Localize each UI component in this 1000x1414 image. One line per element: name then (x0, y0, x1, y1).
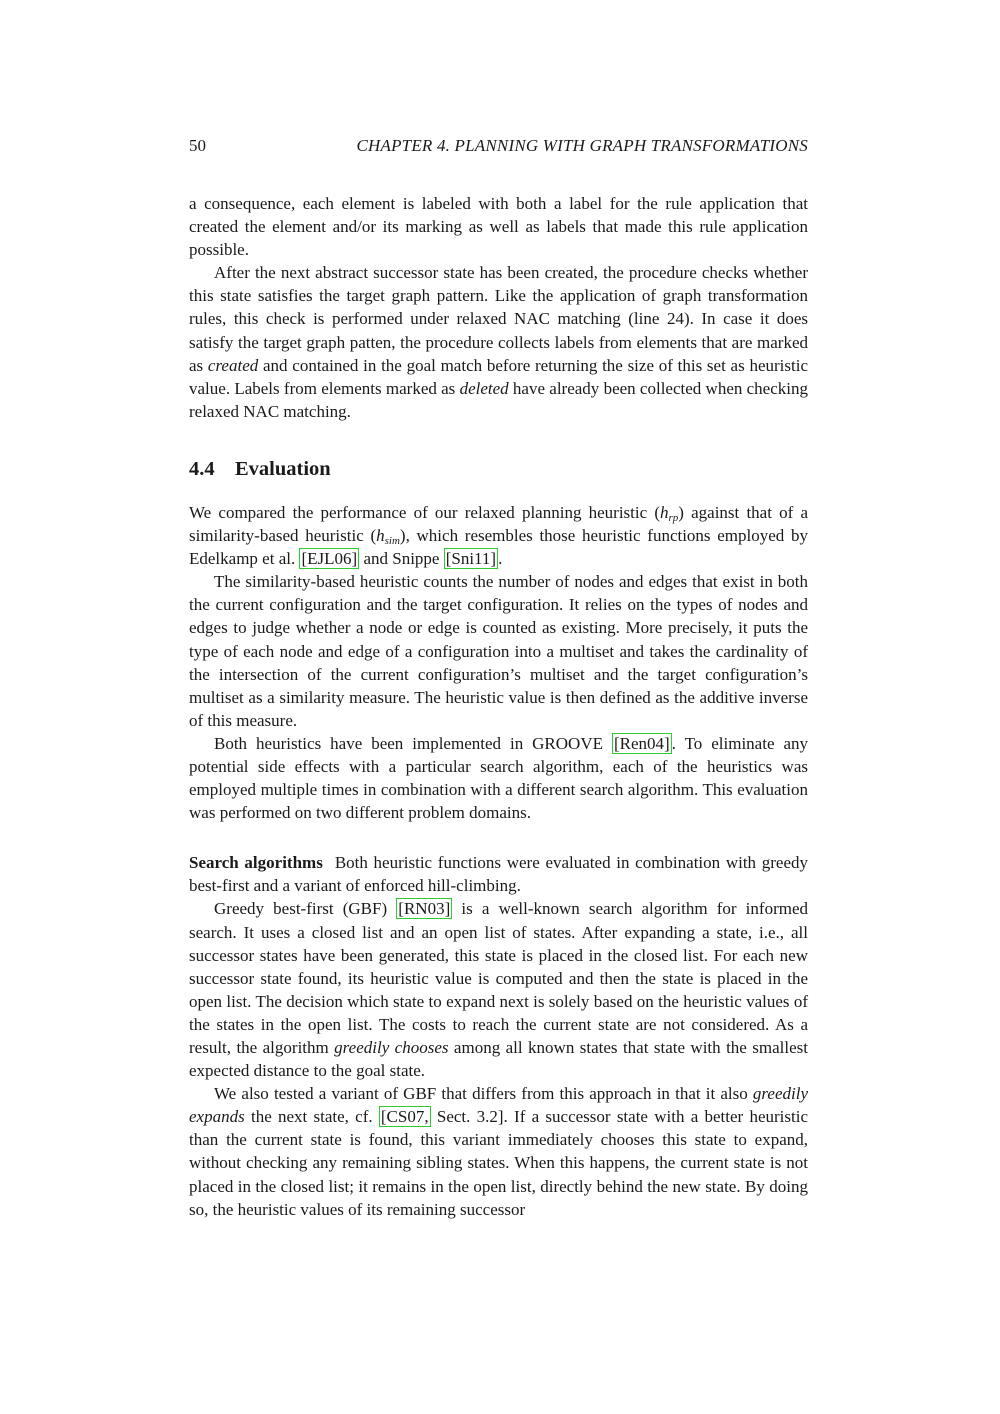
paragraph-search-algorithms: Search algorithms Both heuristic functions were evaluated in combination with greedy best-first and a variant of enforced hill-climbing. (189, 853, 808, 896)
section-title: Evaluation (235, 457, 331, 480)
run-in-heading: Search algorithms (189, 853, 323, 873)
body-text (189, 192, 808, 1221)
paragraph-implementation: Both heuristics have been implemented in GROOVE [Ren04] . To eliminate any potential side effects with a particular search algorithm, each of the heuristics was employed multiple times in combination with a different search algorithm. This evaluation was performed on two different problem domains. (189, 733, 809, 823)
section-heading (189, 456, 808, 482)
citation-link-ren04[interactable]: [Ren04] (613, 733, 670, 753)
paragraph-gap (189, 824, 808, 851)
paragraph-target-check: After the next abstract successor state has been created, the procedure checks whether this state satisfies the target graph pattern. Like the application of graph transformation rules, this check is performed under relaxed NAC matching (line 24). In case it does satisfy the target graph patten, the procedure collects labels from elements that are marked as created and contained in the goal match before returning the size of this set as heuristic value. Labels from elements marked as deleted have already been collected when checking relaxed NAC matching. (189, 263, 808, 421)
running-header (189, 136, 808, 160)
paragraph-comparison: We compared the performance of our relaxed planning heuristic $(h_{rp})$ against that of a similarity-based heuristic $(h_{sim})$, which resembles those heuristic functions employed by Edelkamp et al. [EJL06] and Snippe [Sni11] . (189, 502, 808, 569)
citation-link-rn03[interactable]: [RN03] (398, 899, 451, 919)
citation-link-cs07[interactable]: [CS07, (380, 1107, 429, 1127)
symbol-h-sim: $h_{sim}$ (376, 526, 400, 548)
section-number: 4.4 (189, 457, 215, 480)
page-number: 50 (189, 136, 206, 155)
paragraph-greedy-best-first: Greedy best-first (GBF) [RN03] is a well-known search algorithm for informed search. It uses a closed list and an open list of states. After expanding a state, i.e., all successor states have been generated, this state is placed in the closed list. For each new successor state found, its heuristic value is computed and then the state is placed in the open list. The decision which state to expand next is solely based on the heuristic values of the states in the open list. The costs to reach the current state are not considered. As a result, the algorithm greedily chooses among all known states that state with the smallest expected distance to the goal state. (189, 899, 808, 1081)
page (189, 136, 808, 1221)
paragraph-continuation: a consequence, each element is labeled with both a label for the rule application that created the element and/or its marking as well as labels that made this rule application possible. (189, 194, 808, 260)
chapter-title: CHAPTER 4. PLANNING WITH GRAPH TRANSFORMATIONS (356, 136, 808, 155)
paragraph-gbf-variant: We also tested a variant of GBF that differs from this approach in that it also greedily expands the next state, cf. [CS07, Sect. 3.2]. If a successor state with a better heuristic than the current state is found, this variant immediately chooses this state to expand, without checking any remaining sibling states. When this happens, the current state is not placed in the closed list; it remains in the open list, directly behind the new state. By doing so, the heuristic values of its remaining successor (189, 1084, 808, 1219)
citation-link-sni11[interactable]: [Sni11] (445, 549, 497, 569)
citation-link-ejl06[interactable]: [EJL06] (301, 549, 358, 569)
symbol-h-rp: $h_{rp}$ (660, 502, 679, 524)
paragraph-similarity-heuristic: The similarity-based heuristic counts the number of nodes and edges that exist in both the current configuration and the target configuration. It relies on the types of nodes and edges to judge whether a node or edge is counted as existing. More precisely, it puts the type of each node and edge of a configuration into a multiset and takes the cardinality of the intersection of the current configuration’s multiset and the target configuration’s multiset as a similarity measure. The heuristic value is then defined as the additive inverse of this measure. (189, 572, 808, 730)
